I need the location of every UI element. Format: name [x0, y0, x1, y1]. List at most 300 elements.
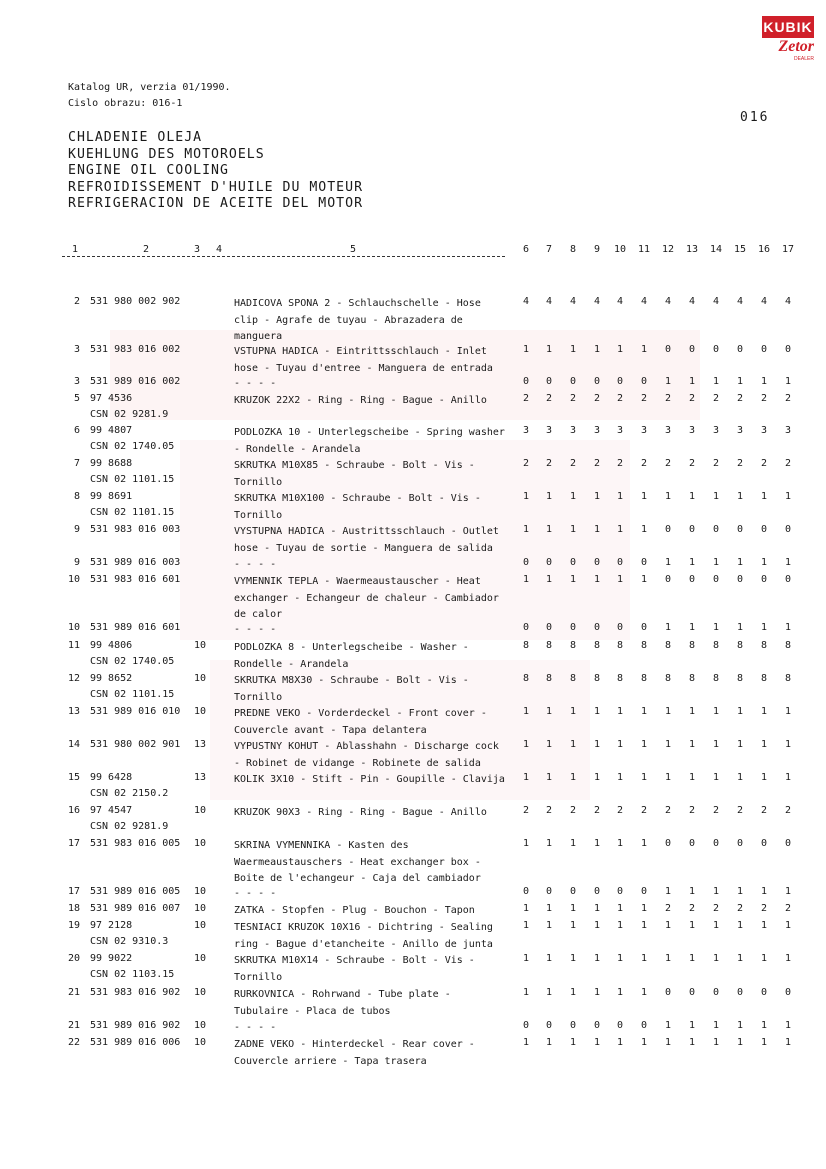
quantity-cell: 1: [569, 574, 577, 585]
quantity-cell: 0: [545, 376, 553, 387]
quantity-cell: 0: [760, 344, 768, 355]
part-description: VYPUSTNY KOHUT - Ablasshahn - Discharge cock - Robinet de vidange - Robinete de salida: [234, 741, 499, 769]
part-number: 531 989 016 006: [90, 1037, 181, 1048]
quantity-cell: 4: [593, 296, 601, 307]
part-description: VYSTUPNA HADICA - Austrittsschlauch - Outlet hose - Tuyau de sortie - Manguera de salida: [234, 526, 499, 554]
quantity-cell: 2: [784, 458, 792, 469]
part-number: 531 989 016 002: [90, 376, 181, 387]
quantity-cell: 2: [736, 903, 744, 914]
quantity-cell: 3: [784, 425, 792, 436]
quantity-cell: 1: [616, 920, 624, 931]
quantity-cell: 3: [569, 425, 577, 436]
quantity-cell: 1: [593, 344, 601, 355]
quantity-cell: 8: [760, 640, 768, 651]
quantity-cell: 1: [593, 524, 601, 535]
quantity-cell: 1: [545, 987, 553, 998]
quantity-cell: 2: [712, 458, 720, 469]
quantity-cell: 1: [569, 344, 577, 355]
position-number: 10: [67, 622, 80, 633]
part-description: - - - -: [234, 888, 277, 899]
catalog-version: Katalog UR, verzia 01/1990.: [68, 82, 231, 93]
quantity-cell: 1: [688, 1020, 696, 1031]
part-number: 531 983 016 002: [90, 344, 181, 355]
quantity-cell: 2: [712, 805, 720, 816]
position-number: 15: [67, 772, 80, 783]
reference-figure: 10: [193, 673, 206, 684]
quantity-cell: 1: [784, 376, 792, 387]
quantity-cell: 2: [688, 458, 696, 469]
quantity-cell: 1: [688, 920, 696, 931]
standard-number: CSN 02 1101.15: [90, 507, 175, 518]
part-description: KRUZOK 90X3 - Ring - Ring - Bague - Anillo: [234, 807, 487, 818]
quantity-column-header: 10: [613, 244, 627, 255]
part-number: 531 980 002 901: [90, 739, 181, 750]
quantity-cell: 2: [688, 903, 696, 914]
quantity-cell: 4: [616, 296, 624, 307]
quantity-cell: 1: [569, 838, 577, 849]
page-title: [68, 130, 363, 213]
quantity-cell: 1: [664, 376, 672, 387]
quantity-cell: 1: [736, 772, 744, 783]
part-number: 99 4806: [90, 640, 133, 651]
quantity-cell: 2: [569, 805, 577, 816]
quantity-cell: 1: [784, 953, 792, 964]
column-4-header: 4: [216, 244, 223, 255]
quantity-cell: 2: [664, 393, 672, 404]
quantity-cell: 1: [522, 838, 530, 849]
quantity-cell: 1: [664, 739, 672, 750]
quantity-cell: 1: [664, 1020, 672, 1031]
quantity-cell: 1: [593, 987, 601, 998]
quantity-cell: 0: [712, 524, 720, 535]
quantity-cell: 1: [616, 1037, 624, 1048]
quantity-cell: 1: [664, 557, 672, 568]
quantity-cell: 0: [784, 524, 792, 535]
quantity-cell: 0: [760, 574, 768, 585]
quantity-cell: 0: [736, 344, 744, 355]
quantity-cell: 1: [640, 491, 648, 502]
quantity-cell: 1: [640, 920, 648, 931]
quantity-cell: 2: [616, 805, 624, 816]
quantity-cell: 1: [545, 344, 553, 355]
quantity-cell: 1: [616, 574, 624, 585]
quantity-cell: 8: [640, 640, 648, 651]
quantity-cell: 0: [569, 886, 577, 897]
quantity-cell: 0: [712, 838, 720, 849]
quantity-cell: 1: [569, 706, 577, 717]
quantity-cell: 1: [593, 706, 601, 717]
quantity-cell: 2: [545, 458, 553, 469]
part-number: 531 980 002 902: [90, 296, 181, 307]
part-description: SKRUTKA M10X85 - Schraube - Bolt - Vis - Tornillo: [234, 460, 475, 488]
quantity-cell: 2: [593, 458, 601, 469]
quantity-cell: 1: [760, 1020, 768, 1031]
part-number: 531 989 016 601: [90, 622, 181, 633]
quantity-cell: 0: [640, 557, 648, 568]
standard-number: CSN 02 1103.15: [90, 969, 175, 980]
reference-figure: 13: [193, 739, 206, 750]
quantity-cell: 1: [688, 739, 696, 750]
quantity-cell: 0: [784, 987, 792, 998]
quantity-cell: 1: [760, 706, 768, 717]
column-1-header: 1: [72, 244, 79, 255]
quantity-cell: 0: [688, 524, 696, 535]
quantity-cell: 1: [593, 838, 601, 849]
quantity-cell: 0: [784, 838, 792, 849]
quantity-cell: 2: [760, 805, 768, 816]
picture-number: Cislo obrazu: 016-1: [68, 98, 183, 109]
part-description: TESNIACI KRUZOK 10X16 - Dichtring - Sealing ring - Bague d'etancheite - Anillo de junta: [234, 922, 493, 950]
quantity-cell: 1: [569, 953, 577, 964]
quantity-cell: 2: [688, 393, 696, 404]
quantity-cell: 1: [616, 344, 624, 355]
quantity-cell: 1: [712, 772, 720, 783]
quantity-cell: 0: [640, 1020, 648, 1031]
quantity-cell: 1: [569, 1037, 577, 1048]
quantity-cell: 1: [736, 886, 744, 897]
quantity-cell: 1: [593, 953, 601, 964]
quantity-cell: 1: [640, 953, 648, 964]
quantity-cell: 2: [640, 805, 648, 816]
quantity-cell: 2: [736, 805, 744, 816]
quantity-cell: 1: [616, 739, 624, 750]
quantity-cell: 1: [545, 706, 553, 717]
title-line: REFRIGERACION DE ACEITE DEL MOTOR: [68, 196, 364, 211]
quantity-cell: 1: [784, 772, 792, 783]
part-number: 99 6428: [90, 772, 133, 783]
reference-figure: 10: [193, 1020, 206, 1031]
quantity-cell: 0: [616, 557, 624, 568]
quantity-cell: 8: [664, 640, 672, 651]
quantity-column-header: 6: [522, 244, 530, 255]
quantity-cell: 3: [593, 425, 601, 436]
position-number: 14: [67, 739, 80, 750]
quantity-cell: 8: [736, 640, 744, 651]
reference-figure: 10: [193, 903, 206, 914]
quantity-cell: 1: [593, 739, 601, 750]
quantity-cell: 2: [569, 393, 577, 404]
position-number: 17: [67, 886, 80, 897]
quantity-cell: 0: [522, 886, 530, 897]
quantity-cell: 1: [545, 838, 553, 849]
quantity-cell: 1: [640, 903, 648, 914]
quantity-cell: 2: [616, 393, 624, 404]
quantity-cell: 1: [688, 622, 696, 633]
quantity-cell: 8: [616, 673, 624, 684]
quantity-cell: 1: [712, 739, 720, 750]
part-description: SKRUTKA M8X30 - Schraube - Bolt - Vis - Tornillo: [234, 675, 469, 703]
standard-number: CSN 02 1101.15: [90, 689, 175, 700]
quantity-cell: 1: [640, 838, 648, 849]
quantity-cell: 1: [688, 376, 696, 387]
quantity-cell: 1: [736, 739, 744, 750]
standard-number: CSN 02 9281.9: [90, 821, 169, 832]
quantity-cell: 1: [545, 524, 553, 535]
standard-number: CSN 02 1740.05: [90, 656, 175, 667]
quantity-cell: 0: [522, 1020, 530, 1031]
part-description: SKRUTKA M10X14 - Schraube - Bolt - Vis - Tornillo: [234, 955, 475, 983]
column-3-header: 3: [194, 244, 201, 255]
quantity-cell: 1: [593, 772, 601, 783]
quantity-cell: 0: [569, 622, 577, 633]
part-description: - - - -: [234, 559, 277, 570]
part-description: VYMENNIK TEPLA - Waermeaustauscher - Heat exchanger - Echangeur de chaleur - Cambiador de calor: [234, 576, 499, 620]
quantity-cell: 2: [712, 393, 720, 404]
part-number: 531 989 016 005: [90, 886, 181, 897]
quantity-column-header: 13: [685, 244, 699, 255]
part-description: ZATKA - Stopfen - Plug - Bouchon - Tapon: [234, 905, 475, 916]
quantity-cell: 0: [664, 524, 672, 535]
standard-number: CSN 02 2150.2: [90, 788, 169, 799]
quantity-cell: 1: [760, 1037, 768, 1048]
quantity-cell: 1: [784, 739, 792, 750]
position-number: 9: [73, 557, 80, 568]
quantity-cell: 1: [522, 524, 530, 535]
quantity-cell: 0: [712, 344, 720, 355]
reference-figure: 10: [193, 706, 206, 717]
quantity-cell: 8: [522, 640, 530, 651]
quantity-cell: 1: [640, 739, 648, 750]
quantity-cell: 0: [640, 376, 648, 387]
part-number: 99 8652: [90, 673, 133, 684]
quantity-cell: 2: [712, 903, 720, 914]
part-number: 531 983 016 902: [90, 987, 181, 998]
quantity-cell: 1: [688, 886, 696, 897]
quantity-column-header: 8: [569, 244, 577, 255]
quantity-cell: 1: [616, 903, 624, 914]
quantity-cell: 1: [736, 920, 744, 931]
quantity-cell: 8: [640, 673, 648, 684]
quantity-cell: 0: [688, 987, 696, 998]
quantity-cell: 0: [616, 1020, 624, 1031]
part-number: 99 9022: [90, 953, 133, 964]
part-number: 531 989 016 902: [90, 1020, 181, 1031]
quantity-cell: 0: [593, 622, 601, 633]
part-number: 97 2128: [90, 920, 133, 931]
quantity-cell: 1: [736, 491, 744, 502]
quantity-cell: 4: [688, 296, 696, 307]
quantity-cell: 1: [712, 706, 720, 717]
position-number: 6: [73, 425, 80, 436]
quantity-cell: 0: [616, 622, 624, 633]
quantity-cell: 8: [616, 640, 624, 651]
quantity-cell: 2: [736, 458, 744, 469]
part-description: SKRINA VYMENNIKA - Kasten des Waermeaustauschers - Heat exchanger box - Boite de l'echangeur - Caja del cambiador: [234, 840, 481, 884]
part-number: 531 989 016 003: [90, 557, 181, 568]
quantity-cell: 1: [760, 739, 768, 750]
quantity-cell: 1: [712, 920, 720, 931]
quantity-cell: 1: [664, 622, 672, 633]
quantity-cell: 0: [736, 524, 744, 535]
quantity-cell: 2: [522, 458, 530, 469]
quantity-cell: 8: [688, 673, 696, 684]
quantity-cell: 1: [664, 706, 672, 717]
quantity-cell: 1: [569, 987, 577, 998]
quantity-cell: 1: [760, 920, 768, 931]
part-number: 97 4547: [90, 805, 133, 816]
position-number: 22: [67, 1037, 80, 1048]
quantity-cell: 1: [593, 903, 601, 914]
position-number: 2: [73, 296, 80, 307]
quantity-cell: 2: [784, 393, 792, 404]
quantity-cell: 4: [712, 296, 720, 307]
position-number: 21: [67, 1020, 80, 1031]
quantity-cell: 1: [760, 772, 768, 783]
reference-figure: 10: [193, 953, 206, 964]
title-line: KUEHLUNG DES MOTOROELS: [68, 146, 265, 162]
quantity-cell: 0: [616, 376, 624, 387]
quantity-cell: 1: [522, 706, 530, 717]
quantity-column-header: 9: [593, 244, 601, 255]
quantity-cell: 1: [736, 953, 744, 964]
quantity-cell: 1: [760, 376, 768, 387]
quantity-cell: 1: [616, 838, 624, 849]
quantity-cell: 1: [640, 574, 648, 585]
quantity-cell: 4: [522, 296, 530, 307]
quantity-cell: 1: [760, 886, 768, 897]
title-line: REFROIDISSEMENT D'HUILE DU MOTEUR: [68, 179, 364, 195]
quantity-cell: 1: [522, 920, 530, 931]
quantity-cell: 0: [522, 376, 530, 387]
quantity-column-header: 7: [545, 244, 553, 255]
quantity-cell: 1: [616, 524, 624, 535]
quantity-cell: 8: [784, 673, 792, 684]
quantity-cell: 1: [688, 953, 696, 964]
quantity-cell: 0: [712, 574, 720, 585]
part-description: - - - -: [234, 624, 277, 635]
quantity-cell: 8: [545, 640, 553, 651]
quantity-cell: 1: [593, 1037, 601, 1048]
quantity-cell: 0: [593, 886, 601, 897]
quantity-cell: 0: [569, 557, 577, 568]
quantity-cell: 1: [569, 772, 577, 783]
position-number: 20: [67, 953, 80, 964]
quantity-cell: 1: [784, 920, 792, 931]
reference-figure: 10: [193, 886, 206, 897]
quantity-cell: 1: [569, 903, 577, 914]
part-number: 99 4807: [90, 425, 133, 436]
quantity-cell: 1: [736, 557, 744, 568]
quantity-cell: 2: [640, 458, 648, 469]
quantity-cell: 1: [736, 1020, 744, 1031]
quantity-cell: 8: [522, 673, 530, 684]
quantity-cell: 1: [569, 491, 577, 502]
quantity-cell: 2: [522, 393, 530, 404]
quantity-cell: 1: [545, 953, 553, 964]
kubik-zetor-logo: [762, 16, 814, 62]
quantity-cell: 4: [736, 296, 744, 307]
quantity-cell: 1: [640, 772, 648, 783]
quantity-cell: 0: [640, 622, 648, 633]
quantity-cell: 0: [760, 987, 768, 998]
quantity-cell: 2: [688, 805, 696, 816]
position-number: 21: [67, 987, 80, 998]
quantity-cell: 3: [545, 425, 553, 436]
quantity-cell: 2: [664, 458, 672, 469]
quantity-column-header: 15: [733, 244, 747, 255]
quantity-cell: 1: [712, 376, 720, 387]
quantity-cell: 1: [760, 953, 768, 964]
quantity-cell: 0: [522, 557, 530, 568]
quantity-cell: 0: [616, 886, 624, 897]
quantity-cell: 1: [545, 574, 553, 585]
part-number: 99 8688: [90, 458, 133, 469]
position-number: 19: [67, 920, 80, 931]
quantity-cell: 8: [760, 673, 768, 684]
quantity-cell: 0: [545, 886, 553, 897]
quantity-cell: 3: [616, 425, 624, 436]
quantity-cell: 1: [760, 557, 768, 568]
quantity-cell: 1: [545, 920, 553, 931]
quantity-cell: 0: [688, 838, 696, 849]
quantity-cell: 1: [760, 622, 768, 633]
quantity-cell: 0: [545, 622, 553, 633]
part-number: 531 989 016 007: [90, 903, 181, 914]
quantity-cell: 0: [569, 376, 577, 387]
header-rule: [62, 256, 505, 257]
part-description: PODLOZKA 10 - Unterlegscheibe - Spring washer - Rondelle - Arandela: [234, 427, 505, 455]
quantity-cell: 0: [736, 838, 744, 849]
column-5-header: 5: [350, 244, 357, 255]
part-number: 97 4536: [90, 393, 133, 404]
reference-figure: 10: [193, 920, 206, 931]
quantity-cell: 1: [569, 739, 577, 750]
quantity-cell: 3: [760, 425, 768, 436]
quantity-cell: 1: [545, 739, 553, 750]
part-description: PODLOZKA 8 - Unterlegscheibe - Washer - Rondelle - Arandela: [234, 642, 469, 670]
column-2-header: 2: [143, 244, 150, 255]
quantity-column-header: 17: [781, 244, 795, 255]
quantity-cell: 2: [569, 458, 577, 469]
quantity-cell: 1: [712, 953, 720, 964]
quantity-cell: 0: [545, 557, 553, 568]
standard-number: CSN 02 9281.9: [90, 409, 169, 420]
quantity-cell: 4: [664, 296, 672, 307]
position-number: 18: [67, 903, 80, 914]
part-number: 99 8691: [90, 491, 133, 502]
quantity-cell: 1: [545, 491, 553, 502]
quantity-cell: 1: [569, 524, 577, 535]
quantity-cell: 1: [545, 1037, 553, 1048]
part-number: 531 983 016 005: [90, 838, 181, 849]
quantity-cell: 1: [712, 491, 720, 502]
quantity-cell: 1: [664, 953, 672, 964]
quantity-cell: 3: [522, 425, 530, 436]
quantity-cell: 0: [569, 1020, 577, 1031]
quantity-cell: 8: [736, 673, 744, 684]
quantity-cell: 2: [545, 393, 553, 404]
position-number: 17: [67, 838, 80, 849]
quantity-cell: 8: [664, 673, 672, 684]
quantity-cell: 2: [760, 458, 768, 469]
quantity-cell: 1: [664, 1037, 672, 1048]
quantity-cell: 8: [784, 640, 792, 651]
quantity-cell: 1: [640, 344, 648, 355]
quantity-cell: 1: [736, 706, 744, 717]
quantity-cell: 1: [784, 1037, 792, 1048]
quantity-cell: 0: [736, 987, 744, 998]
part-description: - - - -: [234, 1022, 277, 1033]
reference-figure: 10: [193, 640, 206, 651]
quantity-cell: 1: [545, 772, 553, 783]
quantity-cell: 1: [616, 772, 624, 783]
quantity-column-header: 16: [757, 244, 771, 255]
part-description: KOLIK 3X10 - Stift - Pin - Goupille - Clavija: [234, 774, 505, 785]
part-number: 531 983 016 003: [90, 524, 181, 535]
quantity-cell: 0: [784, 344, 792, 355]
quantity-cell: 1: [688, 491, 696, 502]
quantity-cell: 1: [522, 574, 530, 585]
